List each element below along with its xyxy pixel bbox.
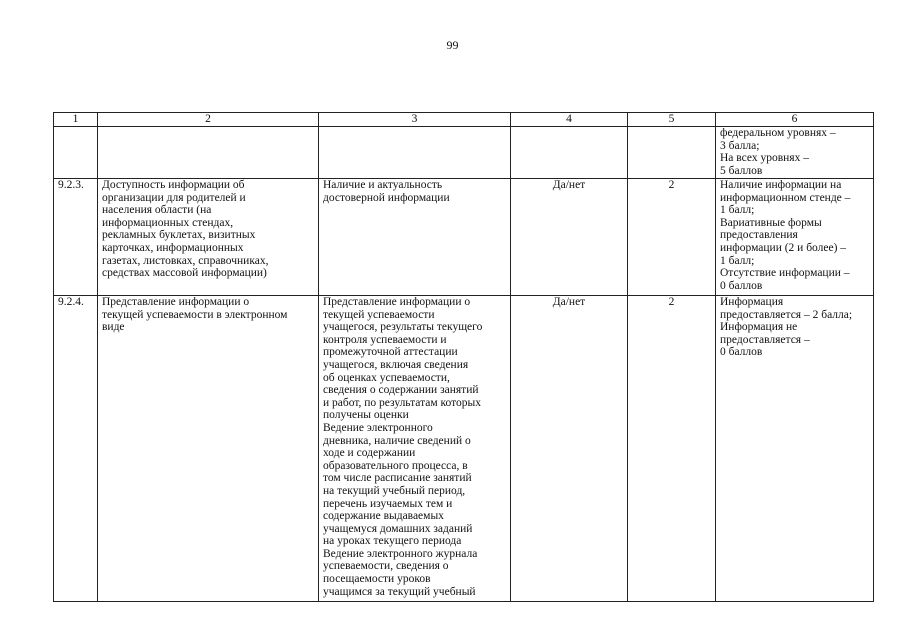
cell-scale-line: Информация не — [720, 321, 798, 334]
page-number: 99 — [446, 38, 459, 52]
criteria-table — [53, 112, 874, 602]
cell-criterion-line: успеваемости, сведения о — [323, 560, 449, 573]
cell-score — [628, 296, 716, 602]
cell-indicator-name-line: виде — [102, 321, 125, 334]
cell-scale-line: информационном стенде – — [720, 191, 851, 204]
cell-criterion-line: содержание выдаваемых — [323, 510, 444, 523]
cell-measure — [511, 179, 628, 296]
cell-criterion — [319, 296, 511, 602]
cell-measure — [511, 296, 628, 602]
cell-indicator-name-line: рекламных буклетах, визитных — [102, 229, 256, 242]
cell-measure-text: Да/нет — [552, 296, 586, 308]
cell-criterion-line: учащегося, результаты текущего — [323, 321, 483, 334]
cell-criterion-line: дневника, наличие сведений о — [323, 434, 471, 447]
cell-criterion — [319, 179, 511, 296]
cell-scale-line: предоставления — [720, 229, 798, 242]
cell-scale-line: 0 баллов — [720, 346, 763, 359]
cell-criterion-line: учащегося, включая сведения — [323, 358, 469, 371]
cell-scale-line: Наличие информации на — [720, 179, 842, 191]
cell-criterion-line: ходе и содержании — [323, 447, 416, 460]
cell-scale-line: 1 балл; — [720, 204, 755, 217]
column-header: 4 — [511, 113, 628, 127]
cell-measure — [511, 127, 628, 179]
cell-indicator-name-line: текущей успеваемости в электронном — [102, 308, 288, 321]
cell-criterion-line: Ведение электронного журнала — [323, 547, 478, 560]
cell-criterion-line: Представление информации о — [323, 296, 471, 308]
table-row — [54, 127, 874, 179]
cell-scale-line: информации (2 и более) – — [720, 241, 847, 254]
cell-number — [54, 127, 98, 179]
cell-criterion-line: образовательного процесса, в — [323, 459, 468, 472]
cell-score-text: 2 — [668, 179, 675, 191]
table-row — [54, 296, 874, 602]
cell-scale-line: 0 баллов — [720, 279, 763, 292]
cell-indicator-name-line: средствах массовой информации) — [102, 267, 267, 280]
cell-criterion-line: контроля успеваемости и — [323, 333, 447, 346]
cell-criterion-line: на текущий учебный период, — [323, 484, 466, 497]
cell-scale-line: Отсутствие информации – — [720, 267, 850, 280]
table-header-row — [54, 113, 874, 127]
cell-indicator-name — [98, 296, 319, 602]
cell-indicator-name-line: информационных стендах, — [102, 216, 234, 229]
cell-indicator-name-line: газетах, листовках, справочниках, — [102, 254, 269, 267]
cell-criterion-line: и работ, по результатам которых — [323, 396, 481, 409]
cell-score — [628, 179, 716, 296]
cell-scale-line: Вариативные формы — [720, 216, 822, 229]
cell-scale-line: На всех уровнях – — [720, 152, 809, 165]
column-header: 1 — [54, 113, 98, 127]
cell-criterion-line: учащемуся домашних заданий — [323, 522, 473, 535]
cell-scale — [716, 179, 874, 296]
cell-criterion-line: учащимся за текущий учебный — [323, 585, 476, 598]
cell-indicator-name — [98, 127, 319, 179]
cell-scale-line: предоставляется – 2 балла; — [720, 308, 853, 321]
cell-scale-line: предоставляется – — [720, 333, 810, 346]
cell-criterion — [319, 127, 511, 179]
cell-measure-text: Да/нет — [552, 179, 586, 191]
cell-number — [54, 179, 98, 296]
cell-criterion-line: промежуточной аттестации — [323, 346, 458, 359]
cell-scale-line: 5 баллов — [720, 164, 763, 177]
cell-criterion-line: том числе расписание занятий — [323, 472, 472, 485]
cell-indicator-name-line: Доступность информации об — [102, 179, 245, 191]
cell-score — [628, 127, 716, 179]
cell-scale — [716, 127, 874, 179]
cell-criterion-line: Ведение электронного — [323, 421, 433, 434]
cell-number-text: 9.2.3. — [58, 179, 84, 191]
cell-criterion-line: достоверной информации — [323, 191, 450, 204]
cell-criterion-line: сведения о содержании занятий — [323, 384, 479, 397]
column-header: 6 — [716, 113, 874, 127]
cell-criterion-line: перечень изучаемых тем и — [323, 497, 453, 510]
cell-scale — [716, 296, 874, 602]
cell-criterion-line: посещаемости уроков — [323, 573, 431, 586]
column-header: 2 — [98, 113, 319, 127]
cell-indicator-name-line: карточках, информационных — [102, 241, 244, 254]
cell-indicator-name-line: Представление информации о — [102, 296, 250, 308]
cell-scale-line: федеральном уровнях – — [720, 127, 836, 139]
cell-scale-line: 3 балла; — [720, 139, 760, 152]
cell-scale-line: Информация — [720, 296, 784, 308]
column-header: 3 — [319, 113, 511, 127]
cell-criterion-line: текущей успеваемости — [323, 308, 435, 321]
cell-criterion-line: получены оценки — [323, 409, 409, 422]
cell-criterion-line: об оценках успеваемости, — [323, 371, 450, 384]
cell-indicator-name-line: населения области (на — [102, 204, 212, 217]
table-row — [54, 179, 874, 296]
cell-number — [54, 296, 98, 602]
cell-criterion-line: на уроках текущего периода — [323, 535, 462, 548]
cell-scale-line: 1 балл; — [720, 254, 755, 267]
cell-indicator-name — [98, 179, 319, 296]
column-header: 5 — [628, 113, 716, 127]
cell-indicator-name-line: организации для родителей и — [102, 191, 246, 204]
cell-score-text: 2 — [668, 296, 675, 308]
cell-number-text: 9.2.4. — [58, 296, 84, 308]
cell-criterion-line: Наличие и актуальность — [323, 179, 443, 191]
